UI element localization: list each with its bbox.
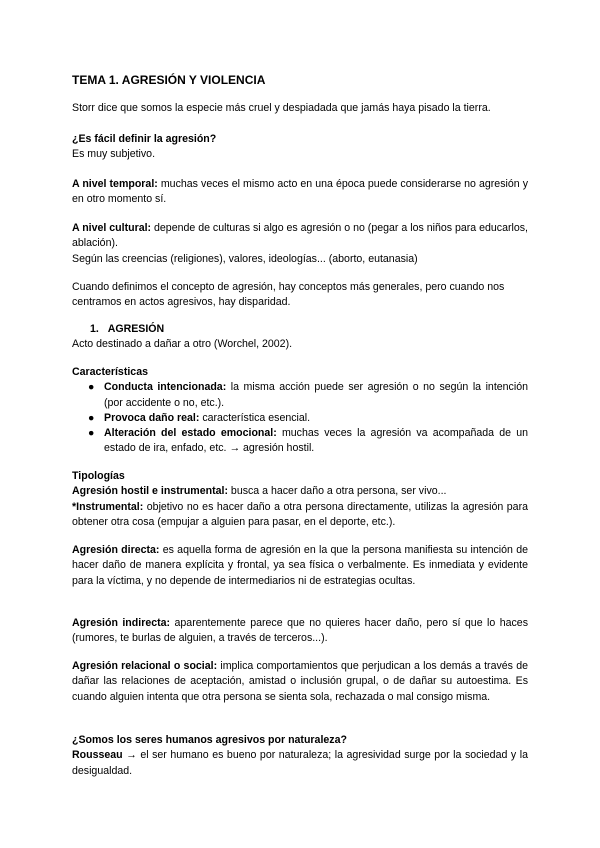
section1-heading-text: AGRESIÓN — [107, 323, 165, 335]
section1-block — [72, 322, 528, 353]
instrumental-label: *Instrumental: — [72, 500, 144, 513]
temporal-paragraph — [72, 177, 528, 208]
page-title: TEMA 1. AGRESIÓN Y VIOLENCIA — [72, 73, 266, 87]
q1-block — [72, 132, 528, 163]
bullet-glyph: ● — [88, 381, 95, 394]
caracteristicas-heading: Características — [72, 366, 148, 378]
naturaleza-block — [72, 733, 528, 779]
item-text: muchas veces la agresión va acompañada de un estado de ira, enfado, etc. → agresión hostil. — [104, 427, 528, 455]
section1-definition: Acto destinado a dañar a otro (Worchel, 2002). — [72, 338, 293, 351]
rousseau-paragraph — [72, 748, 528, 779]
directa-text: es aquella forma de agresión en la que la persona manifiesta su intención de hacer daño de manera explícita y frontal, ya sea física o verbalmente. Es inmediata y evidente para la víctima, y no depende de intermediarios ni de estrategias ocultas. — [72, 544, 528, 587]
bullet-glyph: ● — [88, 411, 95, 424]
caracteristicas-list — [72, 380, 528, 456]
hostil-text: busca a hacer daño a otra persona, ser vivo... — [227, 485, 447, 498]
item-label: Provoca daño real: — [104, 411, 200, 424]
q1-heading: ¿Es fácil definir la agresión? — [72, 133, 217, 145]
cultural-label: A nivel cultural: — [72, 222, 152, 234]
section1-number: 1. — [90, 323, 99, 335]
cultural-line2: Según las creencias (religiones), valores, ideologías... (aborto, eutanasia) — [72, 252, 418, 265]
directa-label: Agresión directa: — [72, 544, 160, 556]
hostil-paragraph — [72, 484, 528, 499]
section1-heading — [72, 322, 528, 337]
cultural-paragraph — [72, 221, 528, 252]
concept-paragraph: Cuando definimos el concepto de agresión, hay conceptos más generales, pero cuando nos centramos en actos agresivos, hay disparidad. — [72, 281, 505, 309]
relacional-text: implica comportamientos que perjudican a los demás a través de dañar las relaciones de aceptación, amistad o inclusión grupal, o de dañar su autoestima. Es cuando alguien intenta que otra persona se sienta sola, rechazada o mal consigo misma. — [72, 660, 528, 703]
relacional-label: Agresión relacional o social: — [72, 660, 218, 672]
tipologias-heading: Tipologías — [72, 470, 125, 482]
indirecta-paragraph — [72, 616, 528, 647]
relacional-paragraph — [72, 659, 528, 705]
indirecta-label: Agresión indirecta: — [72, 617, 171, 629]
cultural-text: depende de culturas si algo es agresión o no (pegar a los niños para educarlos, ablación). — [72, 222, 528, 250]
temporal-text: muchas veces el mismo acto en una época puede considerarse no agresión y en otro momento sí. — [72, 178, 528, 206]
instrumental-paragraph — [72, 500, 528, 531]
tipologias-block — [72, 469, 528, 530]
cultural-block — [72, 221, 528, 267]
indirecta-text: aparentemente parece que no quieres hacer daño, pero sí que lo haces (rumores, te burlas de alguien, a través de terceros...). — [72, 617, 529, 645]
list-item — [72, 380, 528, 411]
item-text: la misma acción puede ser agresión o no según la intención (por accidente o no, etc.). — [104, 381, 528, 409]
bullet-glyph: ● — [88, 427, 95, 440]
item-label: Conducta intencionada: — [104, 381, 227, 394]
rousseau-text: → el ser humano es bueno por naturaleza; la agresividad surge por la sociedad y la desigualdad. — [72, 749, 528, 777]
intro-paragraph: Storr dice que somos la especie más cruel y despiadada que jamás haya pisado la tierra. — [72, 102, 491, 114]
rousseau-label: Rousseau — [72, 749, 123, 762]
item-text: característica esencial. — [199, 411, 311, 424]
temporal-label: A nivel temporal: — [72, 178, 158, 190]
list-item — [72, 426, 528, 457]
list-item — [72, 411, 528, 426]
hostil-label: Agresión hostil e instrumental: — [72, 485, 228, 498]
caracteristicas-block — [72, 365, 528, 457]
instrumental-text: objetivo no es hacer daño a otra persona directamente, utilizas la agresión para obtener otra cosa (empujar a alguien para pasar, en el deporte, etc.). — [72, 500, 528, 528]
item-label: Alteración del estado emocional: — [104, 427, 277, 440]
naturaleza-heading: ¿Somos los seres humanos agresivos por naturaleza? — [72, 734, 347, 746]
directa-paragraph — [72, 543, 528, 589]
q1-answer: Es muy subjetivo. — [72, 148, 156, 161]
